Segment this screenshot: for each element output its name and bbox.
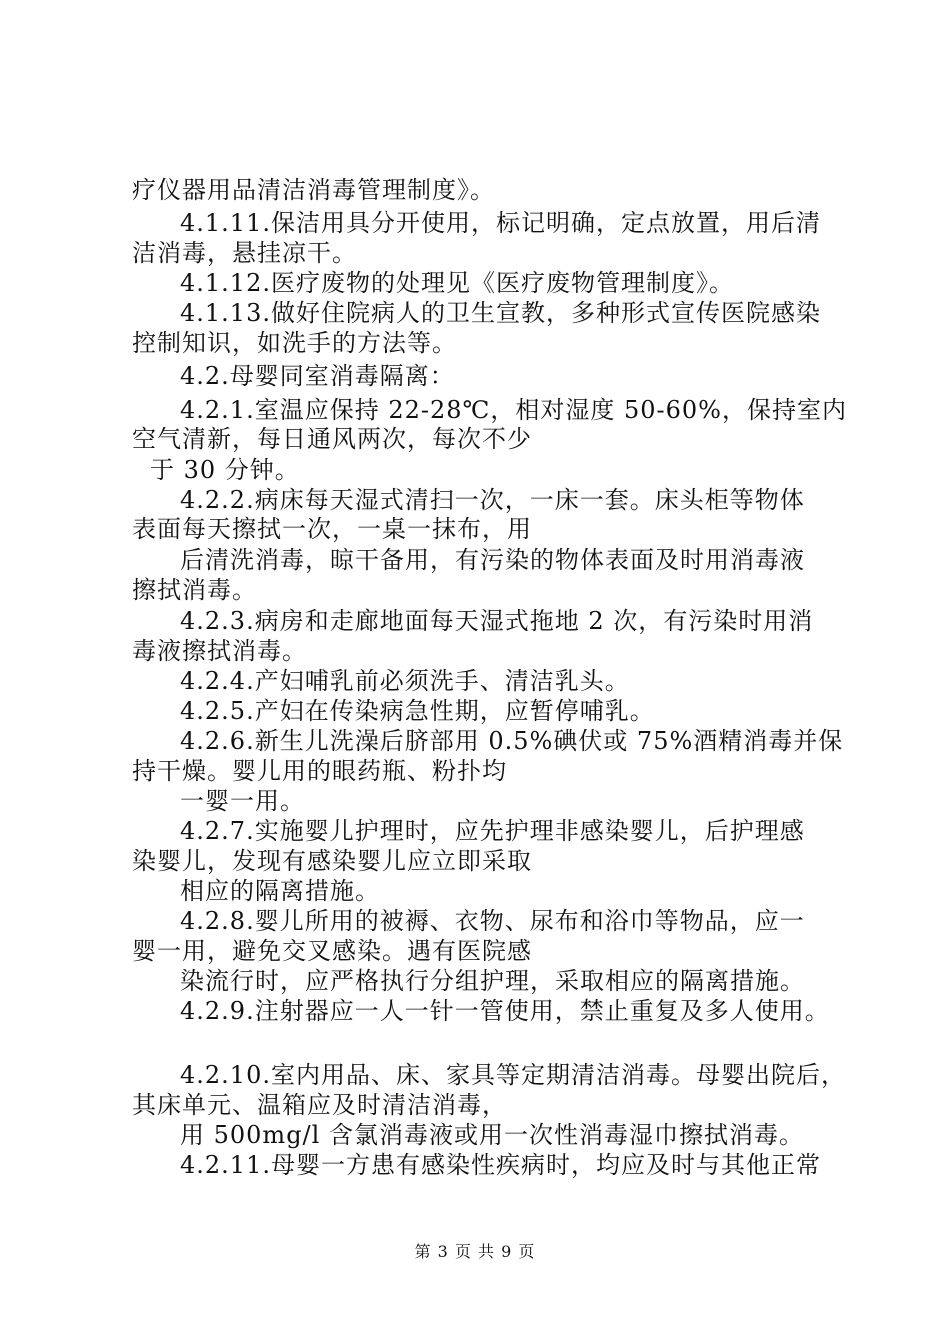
text-line: 相应的隔离措施。 bbox=[180, 877, 380, 905]
text-line: 4.2.6.新生儿洗澡后脐部用 0.5%碘伏或 75%酒精消毒并保 bbox=[180, 727, 844, 755]
text-line: 4.2.1.室温应保持 22-28℃，相对湿度 50-60%，保持室内 bbox=[180, 396, 847, 424]
text-line: 4.2.8.婴儿所用的被褥、衣物、尿布和浴巾等物品，应一 bbox=[180, 907, 805, 935]
text-line: 染婴儿，发现有感染婴儿应立即采取 bbox=[132, 847, 532, 875]
text-line: 后清洗消毒，晾干备用，有污染的物体表面及时用消毒液 bbox=[180, 546, 805, 574]
text-line: 表面每天擦拭一次，一桌一抹布，用 bbox=[132, 515, 532, 543]
text-line: 用 500mg/l 含氯消毒液或用一次性消毒湿巾擦拭消毒。 bbox=[180, 1121, 804, 1149]
text-line: 婴一用，避免交叉感染。遇有医院感 bbox=[132, 937, 532, 965]
text-line: 4.1.11.保洁用具分开使用，标记明确，定点放置，用后清 bbox=[180, 209, 821, 237]
text-line: 控制知识，如洗手的方法等。 bbox=[132, 329, 457, 357]
text-line: 4.2.4.产妇哺乳前必须洗手、清洁乳头。 bbox=[180, 667, 630, 695]
text-line: 染流行时，应严格执行分组护理，采取相应的隔离措施。 bbox=[180, 967, 805, 995]
text-line: 4.2.5.产妇在传染病急性期，应暂停哺乳。 bbox=[180, 697, 655, 725]
text-line: 4.2.母婴同室消毒隔离： bbox=[180, 362, 455, 390]
text-line: 擦拭消毒。 bbox=[132, 576, 257, 604]
text-line: 洁消毒，悬挂凉干。 bbox=[132, 239, 357, 267]
text-line: 4.2.7.实施婴儿护理时，应先护理非感染婴儿，后护理感 bbox=[180, 817, 805, 845]
text-line: 4.2.11.母婴一方患有感染性疾病时，均应及时与其他正常 bbox=[180, 1151, 821, 1179]
text-line: 4.2.3.病房和走廊地面每天湿式拖地 2 次，有污染时用消 bbox=[180, 607, 814, 635]
text-line: 持干燥。婴儿用的眼药瓶、粉扑均 bbox=[132, 757, 507, 785]
text-line: 疗仪器用品清洁消毒管理制度》。 bbox=[132, 176, 495, 204]
text-line: 于 30 分钟。 bbox=[150, 456, 300, 484]
text-line: 空气清新，每日通风两次，每次不少 bbox=[132, 425, 532, 453]
text-line: 4.1.13.做好住院病人的卫生宣教，多种形式宣传医院感染 bbox=[180, 299, 821, 327]
page-number-footer: 第 3 页 共 9 页 bbox=[414, 1242, 536, 1261]
text-line: 4.2.10.室内用品、床、家具等定期清洁消毒。母婴出院后， bbox=[180, 1061, 846, 1089]
text-line: 4.2.9.注射器应一人一针一管使用，禁止重复及多人使用。 bbox=[180, 997, 830, 1025]
text-line: 4.2.2.病床每天湿式清扫一次，一床一套。床头柜等物体 bbox=[180, 486, 805, 514]
text-line: 毒液擦拭消毒。 bbox=[132, 637, 307, 665]
text-line: 其床单元、温箱应及时清洁消毒， bbox=[132, 1091, 507, 1119]
text-line: 一婴一用。 bbox=[180, 787, 305, 815]
text-line: 4.1.12.医疗废物的处理见《医疗废物管理制度》。 bbox=[180, 269, 734, 297]
